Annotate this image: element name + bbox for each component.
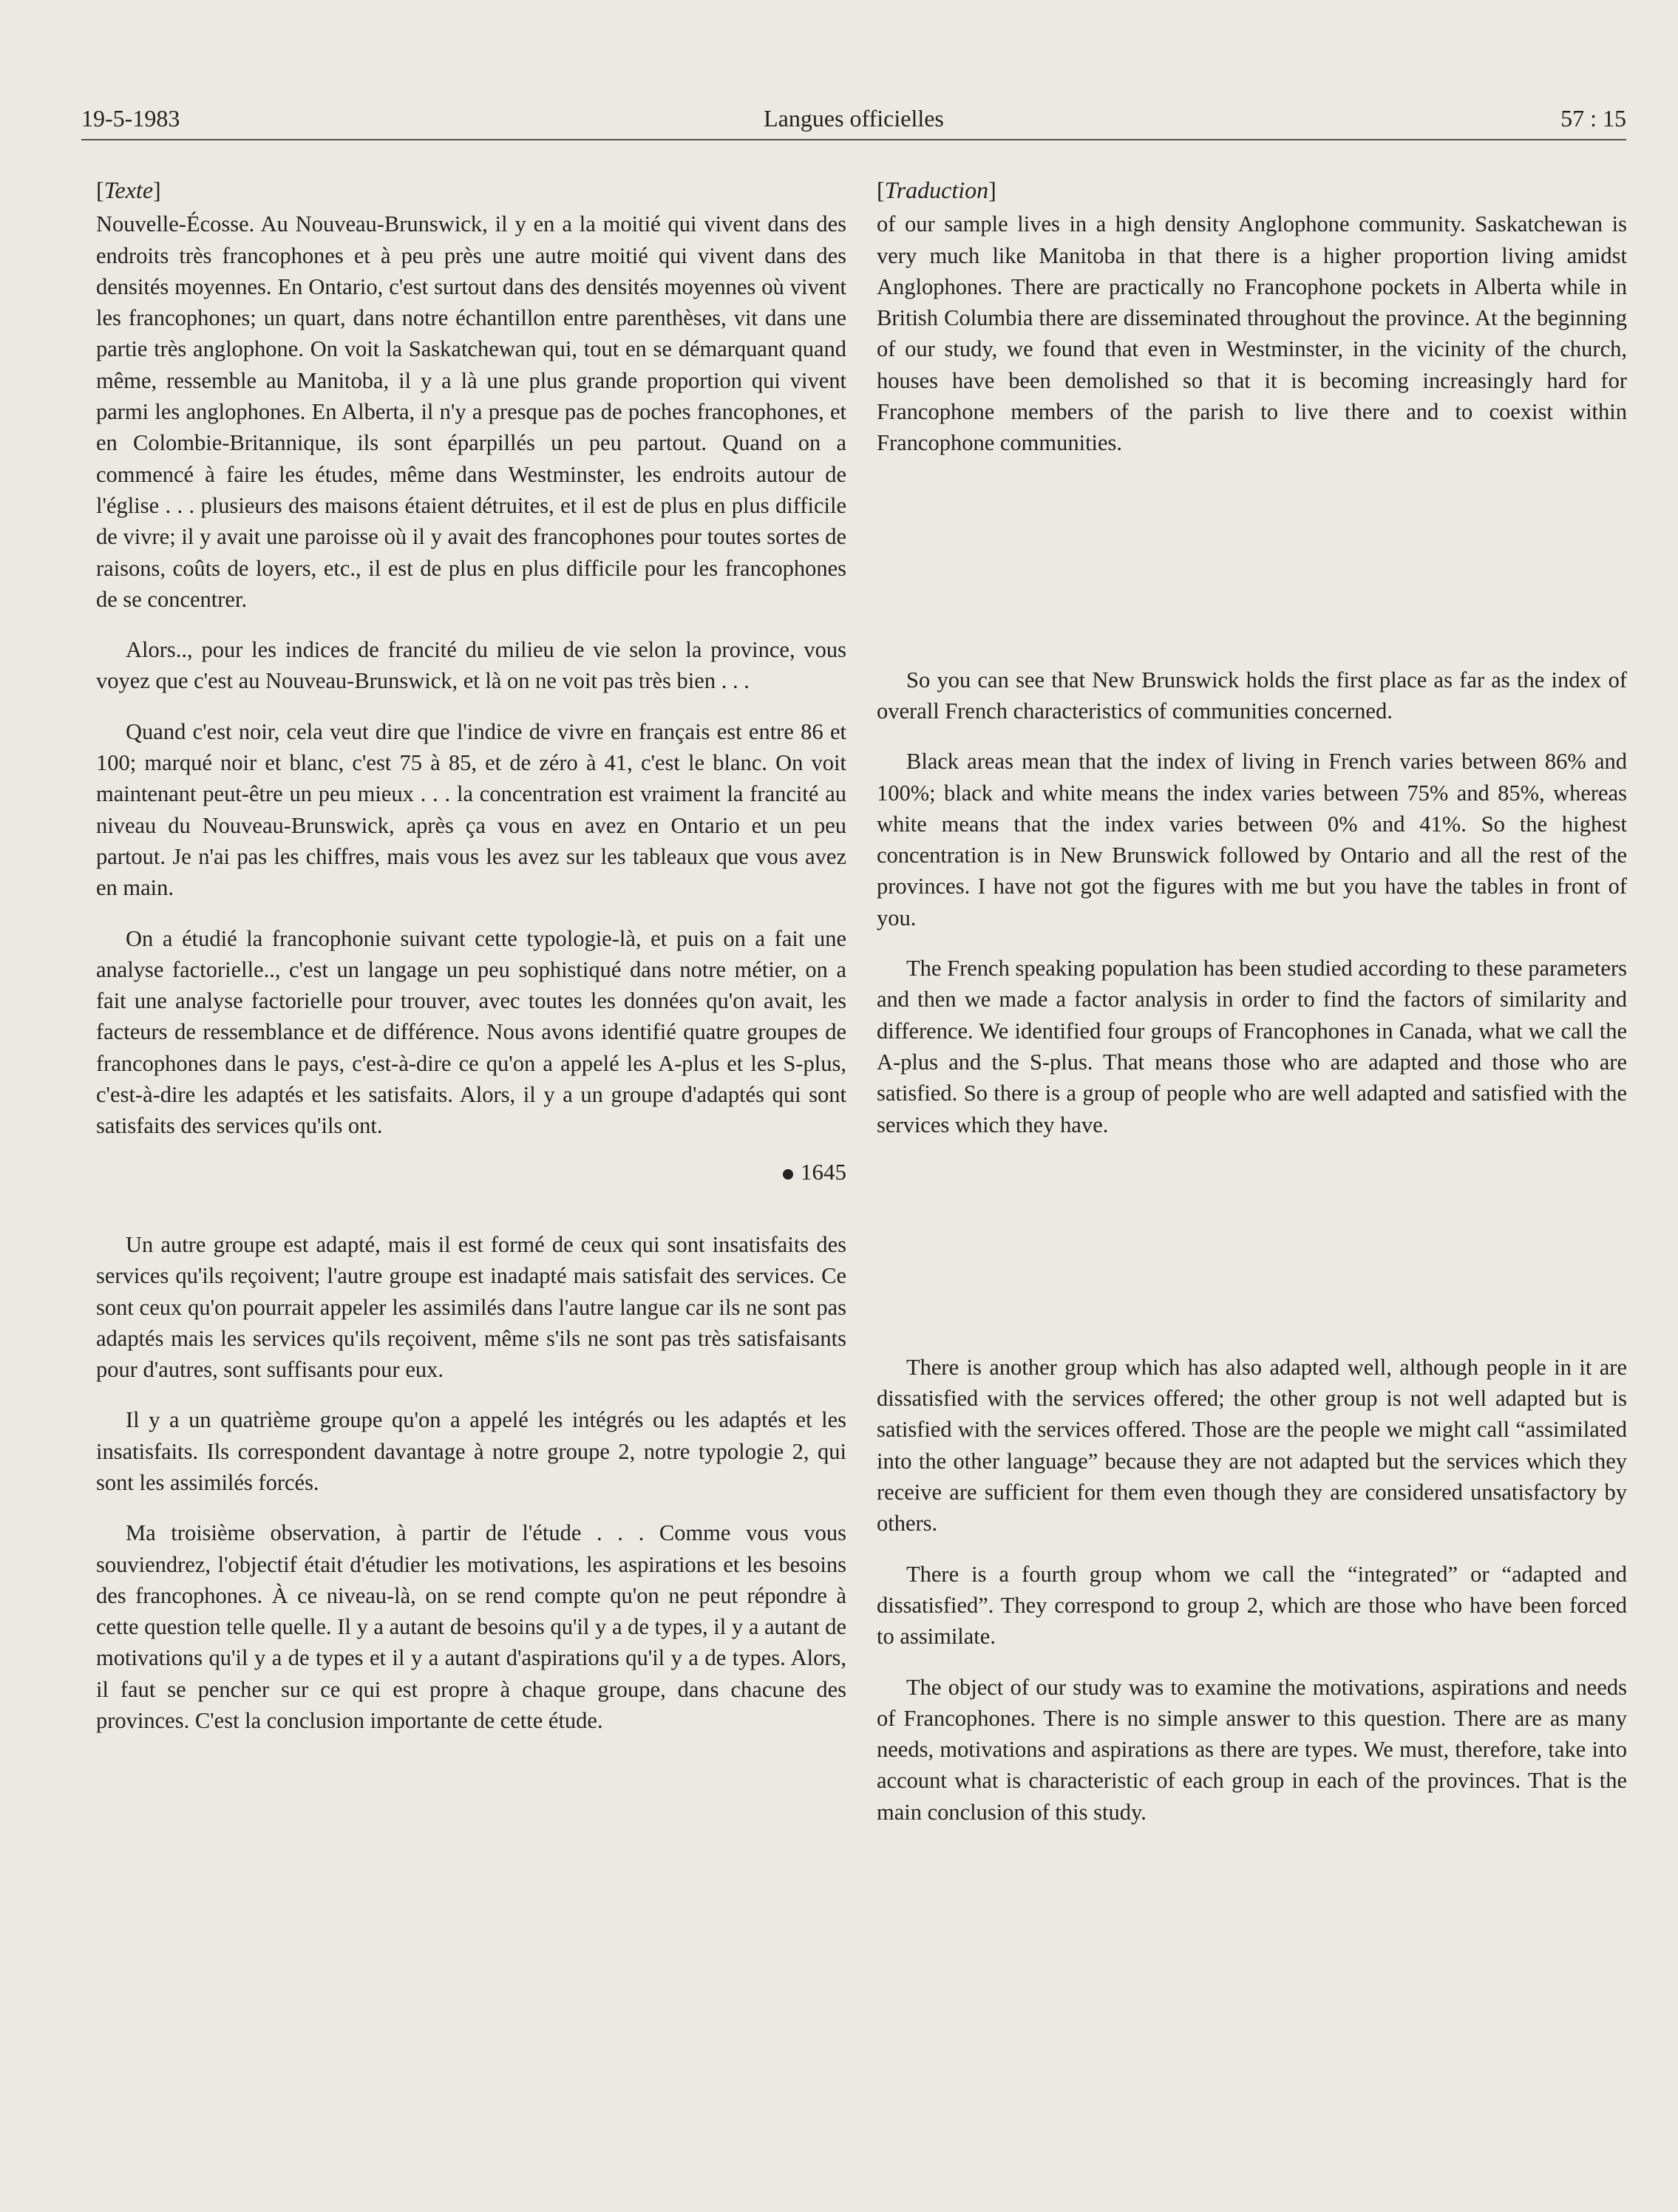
- paragraph: There is a fourth group whom we call the “integrated” or “adapted and dissatisfied”. They correspond to group 2, which are those who have been forced to assimilate.: [877, 1561, 1627, 1650]
- paragraph: Il y a un quatrième groupe qu'on a appelé les intégrés ou les adaptés et les insatisfaits. Ils correspondent davantage à notre groupe 2, notre typologie 2, qui sont les assimilés forcés.: [96, 1407, 846, 1495]
- paragraph: Ma troisième observation, à partir de l'étude . . . Comme vous vous souviendrez, l'objectif était d'étudier les motivations, les aspirations et les besoins des francophones. À ce niveau-là, on se rend compte qu'on ne peut répondre à cette question telle quelle. Il y a autant de besoins qu'il y a de types, il y a autant de motivations qu'il y a de types et il y a autant d'aspirations qu'il y a de types. Alors, il faut se pencher sur ce qui est propre à chaque groupe, dans chacune des provinces. C'est la conclusion importante de cette étude.: [96, 1520, 846, 1734]
- bullet-icon: [783, 1169, 793, 1180]
- right-column-english: [877, 174, 1627, 1828]
- paragraph: On a étudié la francophonie suivant cette typologie-là, et puis on a fait une analyse factorielle.., c'est un langage un peu sophistiqué dans notre métier, on a fait une analyse factorielle pour trouver, avec toutes les données qu'on avait, les facteurs de ressemblance et de différence. Nous avons identifié quatre groupes de francophones dans le pays, c'est-à-dire ce qu'on a appelé les A-plus et les S-plus, c'est-à-dire les adaptés et les satisfaits. Alors, il y a un groupe d'adaptés qui sont satisfaits des services qu'ils ont.: [96, 925, 846, 1139]
- paragraph: The French speaking population has been studied according to these parameters and then we made a factor analysis in order to find the factors of similarity and difference. We identified four groups of Francophones in Canada, what we call the A-plus and the S-plus. That means those who are adapted and those who are satisfied. So there is a group of people who are well adapted and satisfied with the services which they have.: [877, 956, 1627, 1137]
- paragraph: Black areas mean that the index of living in French varies between 86% and 100%; black and white means the index varies between 75% and 85%, whereas white means that the index varies between 0% and 41%. So the highest concentration is in New Brunswick followed by Ontario and all the rest of the provinces. I have not got the figures with me but you have the tables in front of you.: [877, 749, 1627, 930]
- page-header: [81, 102, 1626, 140]
- header-page-number: 57 : 15: [1560, 105, 1626, 132]
- paragraph: Un autre groupe est adapté, mais il est formé de ceux qui sont insatisfaits des services qu'ils reçoivent; l'autre groupe est inadapté mais satisfait des services. Ce sont ceux qu'on pourrait appeler les assimilés dans l'autre langue car ils ne sont pas adaptés mais les services qu'ils reçoivent, même s'ils ne sont pas très satisfaisants pour d'autres, sont suffisants pour eux.: [96, 1231, 846, 1383]
- paragraph: There is another group which has also adapted well, although people in it are dissatisfied with the services offered; the other group is not well adapted but is satisfied with the services offered. Those are the people we might call “assimilated into the other language” because they are not adapted but the services which they receive are sufficient for them even though they are considered unsatisfactory by others.: [877, 1354, 1627, 1537]
- traduction-label: Traduction: [884, 177, 989, 203]
- paragraph: Nouvelle-Écosse. Au Nouveau-Brunswick, il y en a la moitié qui vivent dans des endroits très francophones et à peu près une autre moitié qui vivent dans des densités moyennes. En Ontario, c'est surtout dans des densités moyennes où vivent les francophones; un quart, dans notre échantillon entre parenthèses, vit dans une partie très anglophone. On voit la Saskatchewan qui, tout en se démarquant quand même, ressemble au Manitoba, il y a là une plus grande proportion qui vivent parmi les anglophones. En Alberta, il n'y a presque pas de poches francophones, et en Colombie-Britannique, ils sont éparpillés un peu partout. Quand on a commencé à faire les études, même dans Westminster, les endroits autour de l'église . . . plusieurs des maisons étaient détruites, et il est de plus en plus difficile de vivre; il y avait une paroisse où il y avait des francophones pour toutes sortes de raisons, coûts de loyers, etc., il est de plus en plus difficile pour les francophones de se concentrer.: [96, 211, 846, 612]
- header-date: 19-5-1983: [81, 105, 180, 132]
- paragraph: Alors.., pour les indices de francité du milieu de vie selon la province, vous voyez que c'est au Nouveau-Brunswick, et là on ne voit pas très bien . . .: [96, 637, 846, 694]
- texte-label: Texte: [103, 177, 154, 203]
- left-column-french: [96, 174, 846, 1736]
- paragraph: So you can see that New Brunswick holds the first place as far as the index of overall French characteristics of communities concerned.: [877, 667, 1627, 724]
- column-gap: [877, 459, 1627, 664]
- right-column-label: [Traduction]: [877, 177, 996, 203]
- time-marker: [96, 1157, 846, 1188]
- paragraph: of our sample lives in a high density Anglophone community. Saskatchewan is very much like Manitoba in that there is a higher proportion living amidst Anglophones. There are practically no Francophone pockets in Alberta while in British Columbia there are disseminated throughout the province. At the beginning of our study, we found that even in Westminster, in the vicinity of the church, houses have been demolished so that it is becoming increasingly hard for Francophone members of the parish to live there and to coexist within Francophone communities.: [877, 211, 1627, 456]
- column-gap: [877, 1140, 1627, 1352]
- paragraph: Quand c'est noir, cela veut dire que l'indice de vivre en français est entre 86 et 100; marqué noir et blanc, c'est 75 à 85, et de zéro à 41, c'est le blanc. On voit maintenant peut-être un peu mieux . . . la concentration est vraiment la francité au niveau du Nouveau-Brunswick, après ça vous en avez en Ontario et un peu partout. Je n'ai pas les chiffres, mais vous les avez sur les tableaux que vous avez en main.: [96, 718, 846, 901]
- left-column-label: [Texte]: [96, 177, 161, 203]
- time-marker-value: 1645: [801, 1158, 846, 1185]
- header-title: Langues officielles: [764, 105, 944, 132]
- paragraph: The object of our study was to examine the motivations, aspirations and needs of Francophones. There is no simple answer to this question. There are as many needs, motivations and aspirations as there are types. We must, therefore, take into account what is characteristic of each group in each of the provinces. That is the main conclusion of this study.: [877, 1674, 1627, 1825]
